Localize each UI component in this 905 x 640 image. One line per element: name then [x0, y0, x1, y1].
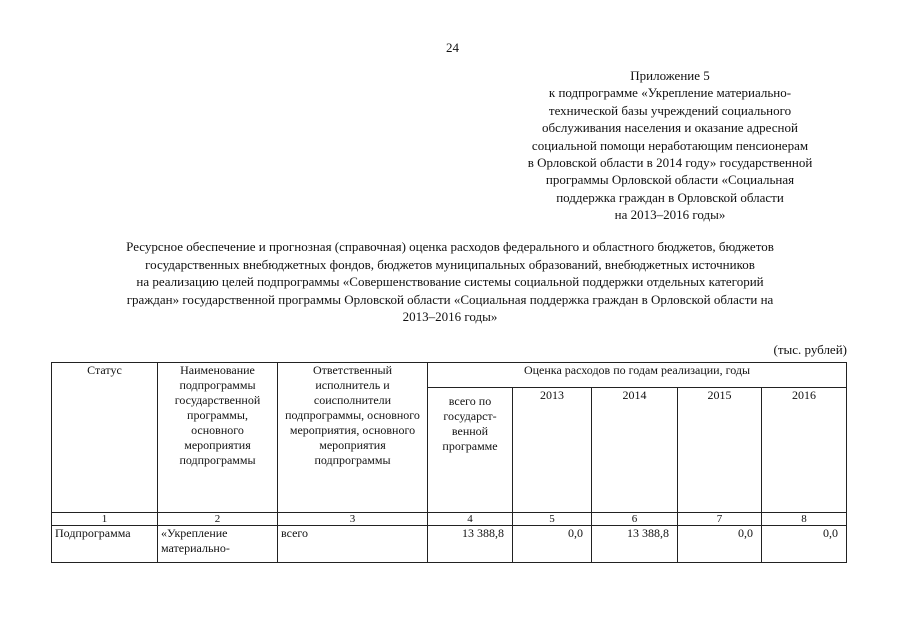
header-responsible: Ответственный исполнитель и соисполнители подпрограммы, основного мероприятия, основного мероприятия подпрограммы — [278, 363, 428, 513]
cell-2016: 0,0 — [762, 526, 847, 563]
cell-2015: 0,0 — [678, 526, 762, 563]
appendix-line: в Орловской области в 2014 году» государственной — [527, 155, 813, 171]
cell-responsible: всего — [278, 526, 428, 563]
heading-line: на реализацию целей подпрограммы «Совершенствование системы социальной поддержки отдельных категорий — [136, 274, 764, 290]
page-number: 24 — [446, 40, 459, 55]
appendix-line: к подпрограмме «Укрепление материально- — [548, 85, 792, 101]
column-number: 2 — [158, 513, 278, 526]
cell-2014: 13 388,8 — [592, 526, 678, 563]
header-estimate: Оценка расходов по годам реализации, годы — [428, 363, 847, 388]
heading-line: Ресурсное обеспечение и прогнозная (справочная) оценка расходов федерального и областного бюджетов, бюджетов — [126, 239, 774, 254]
appendix-note — [500, 67, 840, 224]
heading-line: граждан» государственной программы Орловской области «Социальная поддержка граждан в Орловской области на — [126, 291, 774, 307]
cell-2013: 0,0 — [513, 526, 592, 563]
header-status: Статус — [52, 363, 158, 513]
cell-name: «Укрепление материально- — [158, 526, 278, 563]
document-heading — [50, 238, 850, 326]
column-number: 7 — [678, 513, 762, 526]
header-year-2016: 2016 — [762, 388, 847, 513]
column-number: 1 — [52, 513, 158, 526]
units-label: (тыс. рублей) — [773, 342, 847, 357]
column-number: 3 — [278, 513, 428, 526]
heading-line: государственных внебюджетных фондов, бюджетов муниципальных образований, внебюджетных источников — [145, 256, 755, 272]
column-number: 5 — [513, 513, 592, 526]
header-year-2014: 2014 — [592, 388, 678, 513]
appendix-line: поддержка граждан в Орловской области — [556, 189, 784, 205]
heading-line: 2013–2016 годы» — [402, 309, 498, 325]
appendix-line: программы Орловской области «Социальная — [545, 172, 795, 188]
column-number: 6 — [592, 513, 678, 526]
appendix-line: на 2013–2016 годы» — [614, 207, 726, 223]
header-year-2015: 2015 — [678, 388, 762, 513]
cell-status: Подпрограмма — [52, 526, 158, 563]
appendix-line: социальной помощи неработающим пенсионерам — [531, 137, 809, 153]
header-name: Наименование подпрограммы государственной программы, основного мероприятия подпрограммы — [158, 363, 278, 513]
appendix-line: обслуживания населения и оказание адресной — [542, 120, 798, 136]
cell-total: 13 388,8 — [428, 526, 513, 563]
appendix-line: Приложение 5 — [630, 68, 710, 83]
table-row — [52, 526, 847, 563]
column-number: 8 — [762, 513, 847, 526]
column-number: 4 — [428, 513, 513, 526]
header-total: всего по государст-венной программе — [428, 388, 513, 513]
header-year-2013: 2013 — [513, 388, 592, 513]
appendix-line: технической базы учреждений социального — [548, 102, 792, 118]
resources-table — [51, 362, 847, 563]
